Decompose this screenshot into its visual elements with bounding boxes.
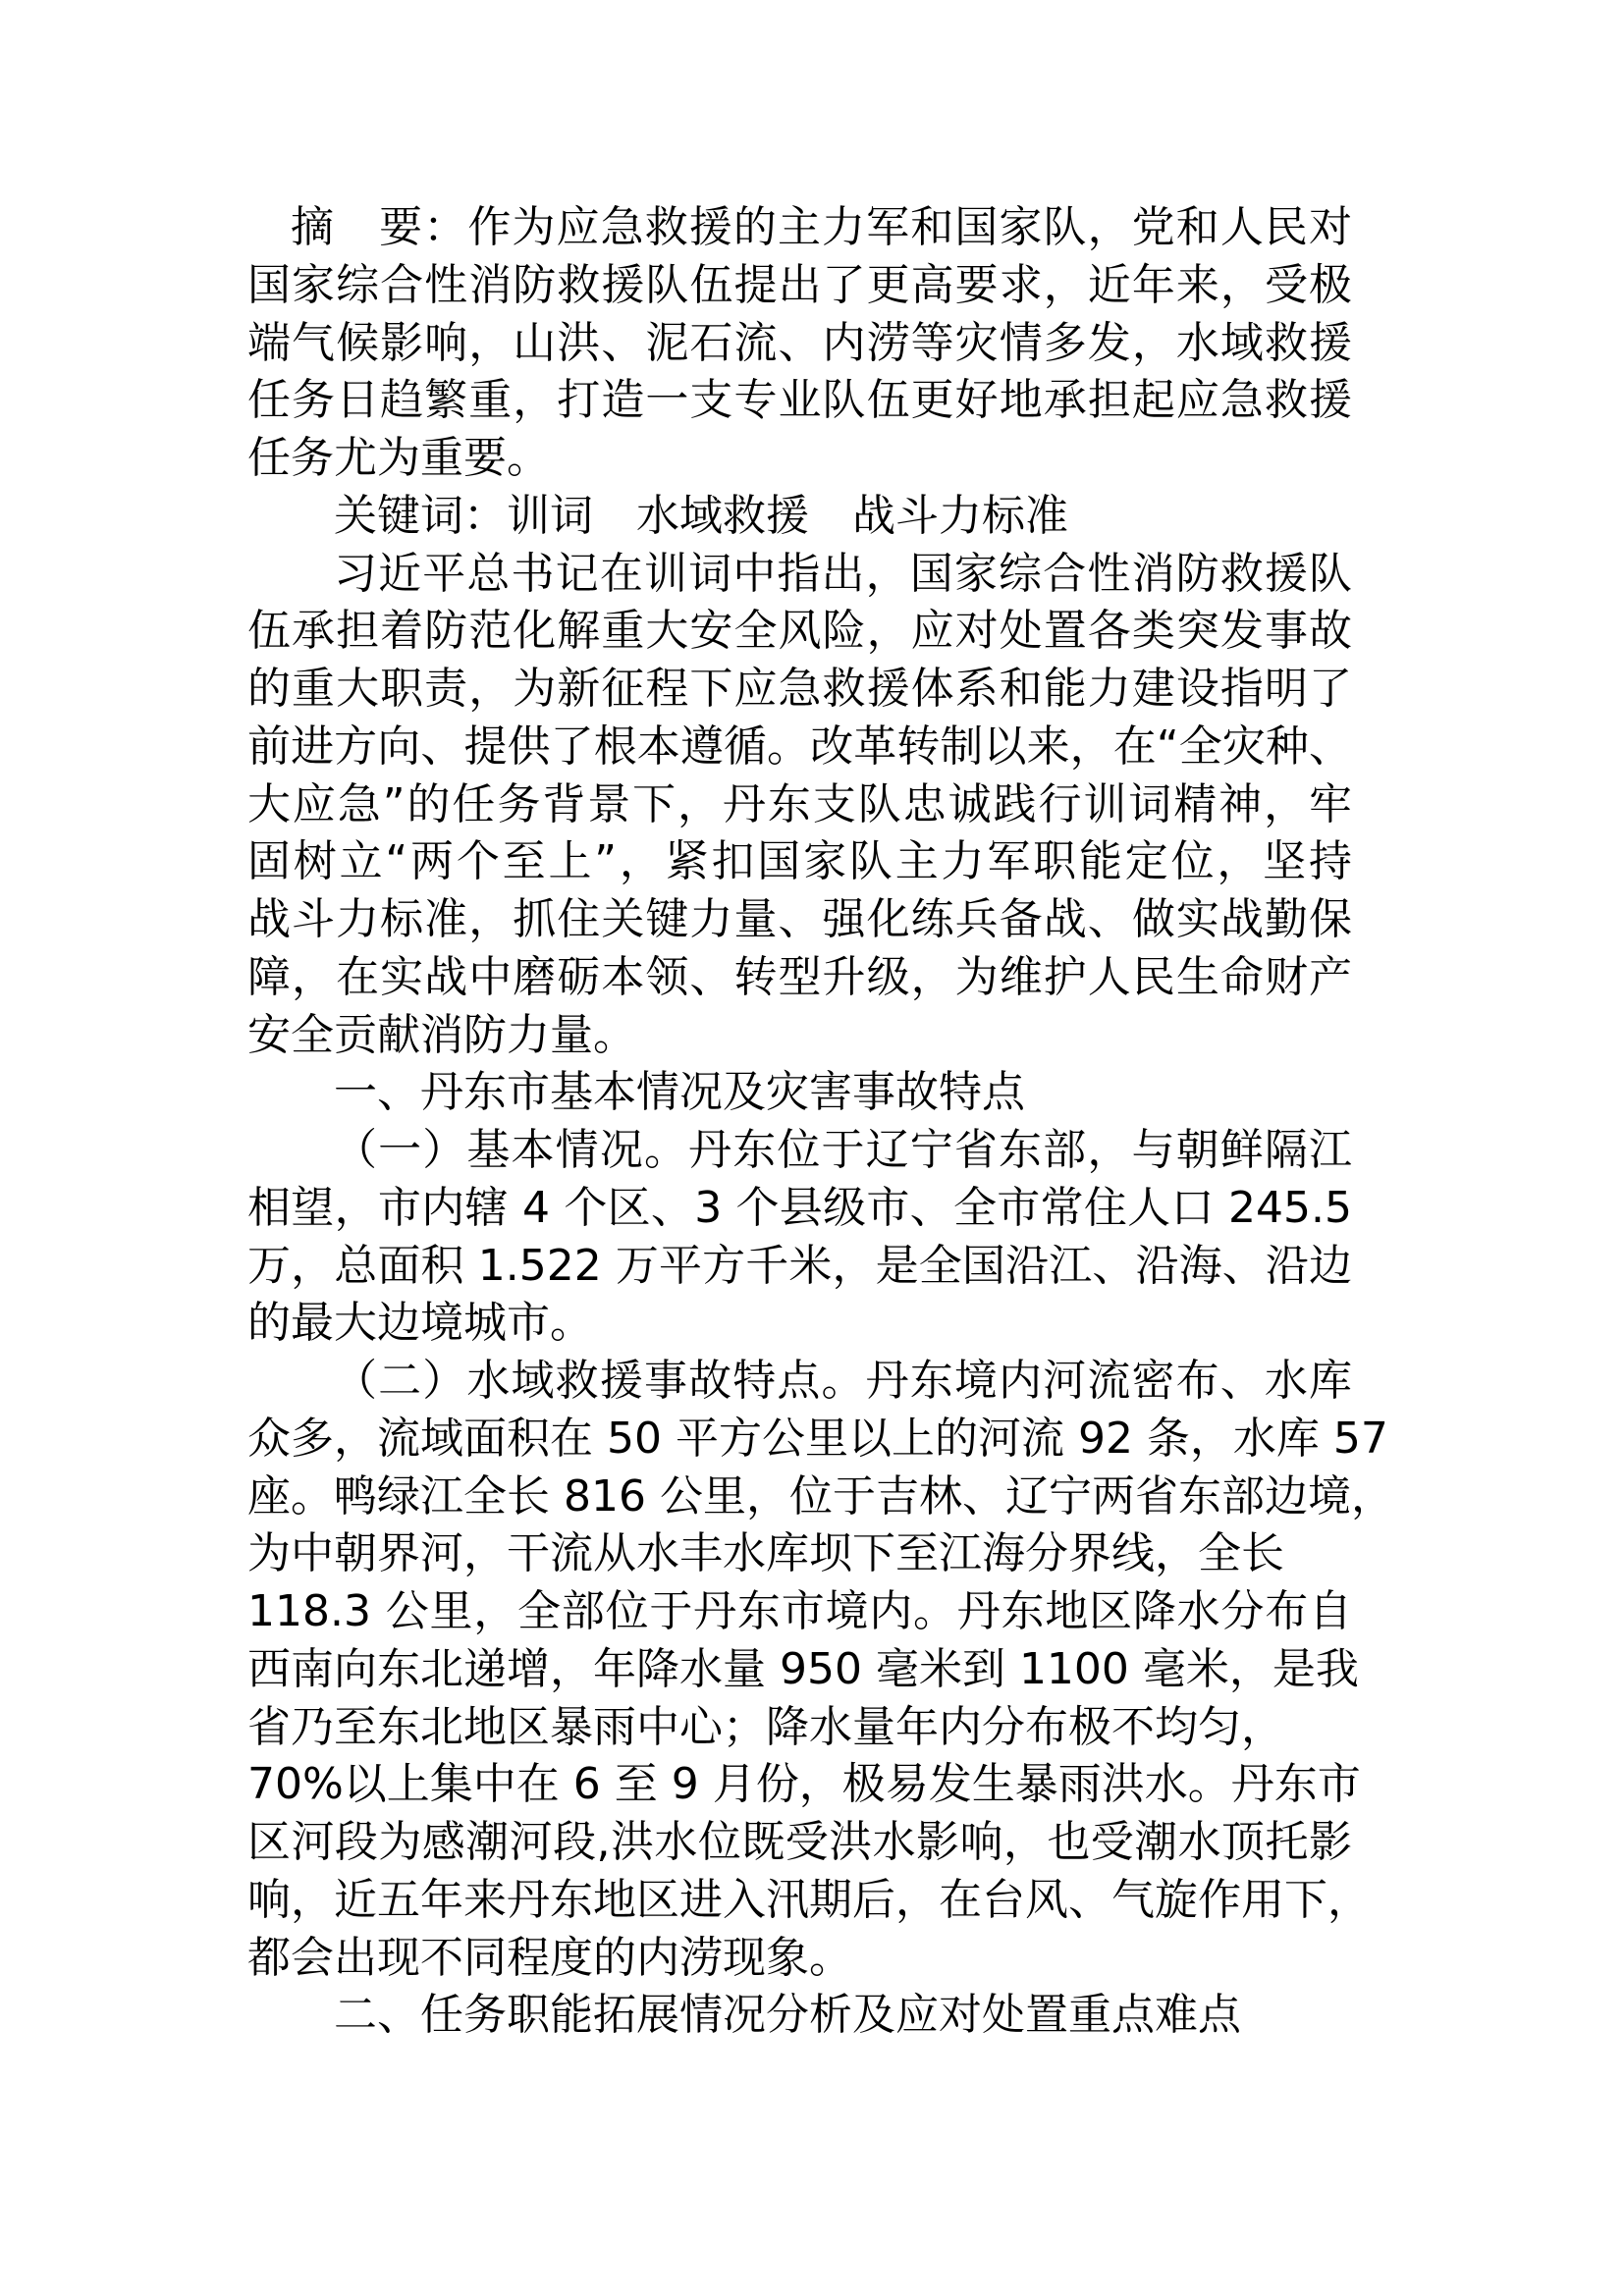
paragraph-line: 伍承担着防范化解重大安全风险，应对处置各类突发事故 bbox=[247, 606, 1352, 657]
abstract-line: 任务日趋繁重，打造一支专业队伍更好地承担起应急救援 bbox=[247, 375, 1352, 426]
paragraph-line: 大应急”的任务背景下，丹东支队忠诚践行训词精神，牢 bbox=[247, 778, 1352, 829]
paragraph-line: 都会出现不同程度的内涝现象。 bbox=[247, 1932, 852, 1983]
paragraph-line: 障，在实战中磨砺本领、转型升级，为维护人民生命财产 bbox=[247, 951, 1352, 1002]
paragraph-line: 战斗力标准，抓住关键力量、强化练兵备战、做实战勤保 bbox=[247, 894, 1352, 944]
paragraph-line: 相望，市内辖 4 个区、3 个县级市、全市常住人口 245.5 bbox=[247, 1182, 1352, 1233]
paragraph-line: 安全贡献消防力量。 bbox=[247, 1009, 636, 1060]
paragraph-line: 前进方向、提供了根本遵循。改革转制以来，在“全灾种、 bbox=[247, 721, 1352, 772]
paragraph-line: 众多，流域面积在 50 平方公里以上的河流 92 条，水库 57 bbox=[247, 1413, 1388, 1464]
paragraph-line: 固树立“两个至上”，紧扣国家队主力军职能定位，坚持 bbox=[247, 836, 1352, 887]
paragraph-line: 万，总面积 1.522 万平方千米，是全国沿江、沿海、沿边 bbox=[247, 1240, 1352, 1291]
section-heading-2: 二、任务职能拓展情况分析及应对处置重点难点 bbox=[334, 1990, 1241, 2041]
paragraph-line: 的最大边境城市。 bbox=[247, 1298, 593, 1349]
paragraph-line: 118.3 公里，全部位于丹东市境内。丹东地区降水分布自 bbox=[247, 1586, 1352, 1636]
paragraph-line: 西南向东北递增，年降水量 950 毫米到 1100 毫米，是我 bbox=[247, 1643, 1359, 1694]
abstract-line: 任务尤为重要。 bbox=[247, 433, 550, 483]
section-heading-1: 一、丹东市基本情况及灾害事故特点 bbox=[334, 1067, 1025, 1118]
paragraph-line: 区河段为感潮河段,洪水位既受洪水影响，也受潮水顶托影 bbox=[247, 1817, 1352, 1867]
abstract-line: 国家综合性消防救援队伍提出了更高要求，近年来，受极 bbox=[247, 259, 1352, 310]
paragraph-line: 的重大职责，为新征程下应急救援体系和能力建设指明了 bbox=[247, 664, 1352, 714]
paragraph-line: 响，近五年来丹东地区进入汛期后，在台风、气旋作用下， bbox=[247, 1874, 1371, 1925]
subsection-line: （二）水域救援事故特点。丹东境内河流密布、水库 bbox=[334, 1356, 1352, 1406]
subsection-line: （一）基本情况。丹东位于辽宁省东部，与朝鲜隔江 bbox=[334, 1125, 1352, 1175]
paragraph-line: 习近平总书记在训词中指出，国家综合性消防救援队 bbox=[334, 548, 1352, 599]
abstract-line: 摘 要：作为应急救援的主力军和国家队，党和人民对 bbox=[291, 202, 1352, 252]
keywords-line: 关键词：训词 水域救援 战斗力标准 bbox=[334, 490, 1068, 541]
document-body bbox=[247, 199, 1394, 2045]
paragraph-line: 省乃至东北地区暴雨中心；降水量年内分布极不均匀， bbox=[247, 1701, 1284, 1752]
paragraph-line: 座。鸭绿江全长 816 公里，位于吉林、辽宁两省东部边境， bbox=[247, 1470, 1394, 1522]
paragraph-line: 为中朝界河，干流从水丰水库坝下至江海分界线，全长 bbox=[247, 1528, 1284, 1579]
abstract-line: 端气候影响，山洪、泥石流、内涝等灾情多发，水域救援 bbox=[247, 317, 1352, 368]
paragraph-line: 70%以上集中在 6 至 9 月份，极易发生暴雨洪水。丹东市 bbox=[247, 1759, 1361, 1810]
